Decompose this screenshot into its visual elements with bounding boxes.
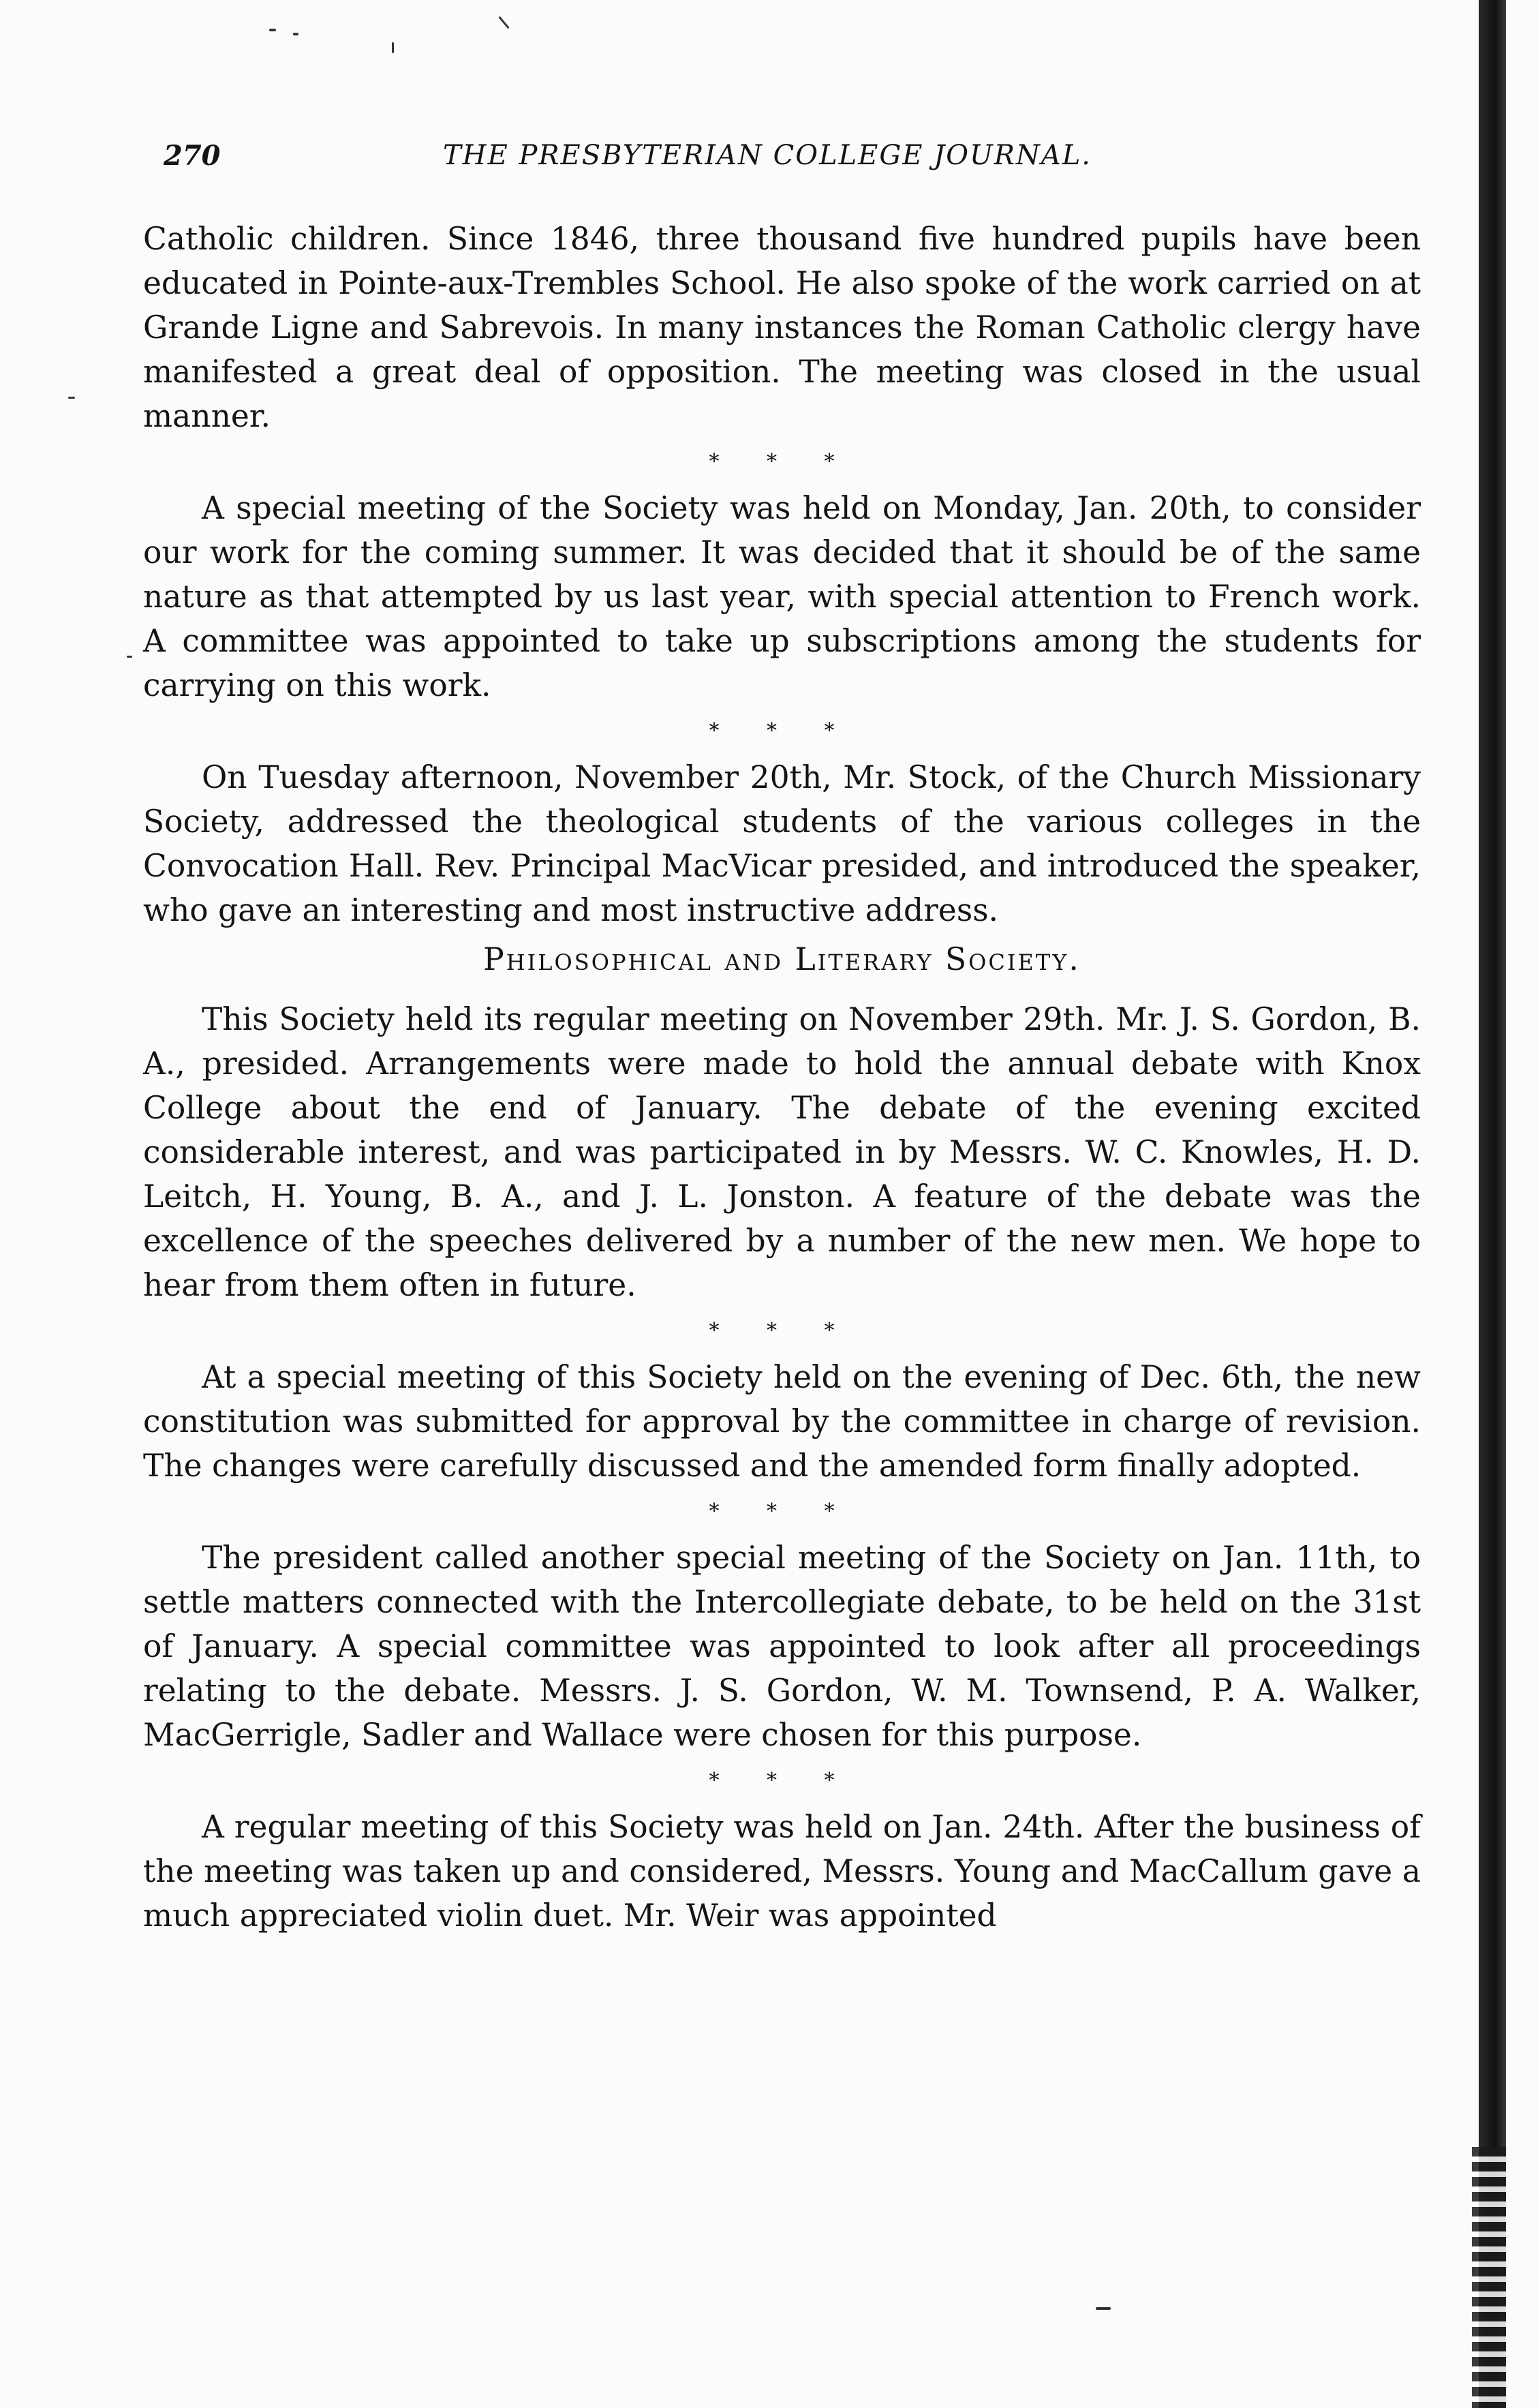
scan-speck bbox=[1096, 2307, 1111, 2310]
page-edge-tail bbox=[1472, 2147, 1506, 2408]
scan-speck bbox=[269, 29, 276, 31]
paragraph-6: The president called another special meeting of the Society on Jan. 11th, to settle matters connected with the Intercollegiate debate, to be held on the 31st of January. A special committee was appointed to look after all proceedings relating to the debate. Messrs. J. S. Gordon, W. M. Townsend, P. A. Walker, MacGerrigle, Sadler and Wallace were chosen for this purpose. bbox=[143, 1540, 1421, 1753]
section-separator: * * * bbox=[709, 1769, 855, 1793]
section-heading: Philosophical and Literary Society. bbox=[483, 941, 1081, 977]
section-separator: * * * bbox=[709, 1499, 855, 1523]
scan-speck bbox=[68, 397, 75, 399]
scan-speck bbox=[293, 33, 298, 35]
paragraph-4: This Society held its regular meeting on November 29th. Mr. J. S. Gordon, B. A., presided. Arrangements were made to hold the annual debate with Knox College about the end of January. The debate of the evening excited considerable interest, and was participated in by Messrs. W. C. Knowles, H. D. Leitch, H. Young, B. A., and J. L. Jonston. A feature of the debate was the excellence of the speeches delivered by a number of the new men. We hope to hear from them often in future. bbox=[143, 1001, 1421, 1303]
paragraph-1: Catholic children. Since 1846, three thousand five hundred pupils have been educated in Pointe-aux-Trembles School. He also spoke of the work carried on at Grande Ligne and Sabrevois. In many instances the Roman Catholic clergy have manifested a great deal of opposition. The meeting was closed in the usual manner. bbox=[143, 221, 1421, 434]
paragraph-7: A regular meeting of this Society was held on Jan. 24th. After the business of the meeting was taken up and considered, Messrs. Young and MacCallum gave a much appreciated violin duet. Mr. Weir was appointed bbox=[143, 1809, 1421, 1934]
paragraph-3: On Tuesday afternoon, November 20th, Mr. Stock, of the Church Missionary Society, addressed the theological students of the various colleges in the Convocation Hall. Rev. Principal MacVicar presided, and introduced the speaker, who gave an interesting and most instructive address. bbox=[143, 759, 1421, 928]
running-header bbox=[164, 140, 1424, 181]
scan-speck bbox=[498, 16, 509, 29]
paragraph-5: At a special meeting of this Society held on the evening of Dec. 6th, the new constitution was submitted for approval by the committee in charge of revision. The changes were carefully discussed and the amended form finally adopted. bbox=[143, 1359, 1421, 1484]
journal-title: THE PRESBYTERIAN COLLEGE JOURNAL. bbox=[443, 140, 1092, 171]
scan-speck bbox=[127, 656, 132, 658]
section-separator: * * * bbox=[709, 1319, 855, 1343]
scan-speck bbox=[392, 42, 394, 53]
section-separator: * * * bbox=[709, 450, 855, 474]
paragraph-2: A special meeting of the Society was held on Monday, Jan. 20th, to consider our work for the coming summer. It was decided that it should be of the same nature as that attempted by us last year, with special attention to French work. A committee was appointed to take up subscriptions among the students for carrying on this work. bbox=[143, 490, 1421, 703]
section-separator: * * * bbox=[709, 719, 855, 743]
article-body bbox=[143, 217, 1421, 1938]
page-edge-shadow bbox=[1479, 0, 1506, 2408]
page-number: 270 bbox=[164, 140, 221, 172]
